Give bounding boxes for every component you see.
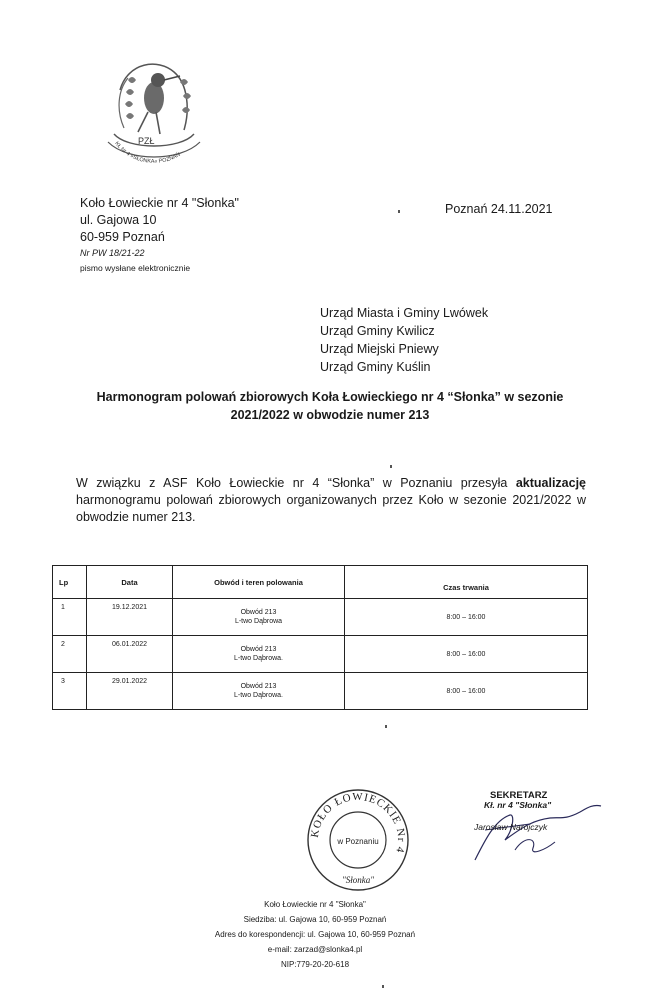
row-area bbox=[173, 636, 345, 673]
letter-date: Poznań 24.11.2021 bbox=[445, 202, 553, 216]
table-row bbox=[53, 636, 588, 673]
row-area-line1: Obwód 213 bbox=[240, 609, 277, 616]
footer-line: Siedziba: ul. Gajowa 10, 60-959 Poznań bbox=[243, 915, 387, 924]
header-date: Data bbox=[87, 566, 173, 599]
document-title: Harmonogram polowań zbiorowych Koła Łowieckiego nr 4 “Słonka” w sezonie 2021/2022 w obwodzie numer 213 bbox=[96, 390, 564, 422]
club-logo bbox=[98, 50, 210, 175]
row-date: 19.12.2021 bbox=[87, 599, 173, 636]
table-row bbox=[53, 599, 588, 636]
recipients-list bbox=[320, 304, 488, 376]
club-stamp bbox=[303, 785, 413, 895]
recipient: Urząd Gminy Kuślin bbox=[320, 360, 431, 374]
row-date: 06.01.2022 bbox=[87, 636, 173, 673]
sender-name: Koło Łowieckie nr 4 "Słonka" bbox=[80, 196, 239, 210]
scan-speck bbox=[398, 210, 400, 213]
sender-city: 60-959 Poznań bbox=[80, 230, 165, 244]
stamp-bottom-text: "Słonka" bbox=[341, 875, 375, 885]
reference-number: Nr PW 18/21-22 bbox=[80, 248, 145, 258]
row-date: 29.01.2022 bbox=[87, 673, 173, 710]
row-lp: 2 bbox=[53, 636, 87, 673]
row-area-line2: L-two Dąbrowa bbox=[234, 618, 283, 625]
signatory-affiliation: Kł. nr 4 "Słonka" bbox=[484, 800, 552, 810]
logo-arc-text: KŁ Nr 4 »SŁONKA« POZNAŃ bbox=[113, 140, 182, 165]
logo-center-text: PZŁ bbox=[138, 136, 155, 146]
recipient: Urząd Gminy Kwilicz bbox=[320, 324, 435, 338]
body-text-bold: aktualizację bbox=[515, 476, 586, 490]
body-text-after: harmonogramu polowań zbiorowych organizowanych przez Koło w sezonie 2021/2022 w obwodzie numer 213. bbox=[76, 493, 586, 524]
delivery-note: pismo wysłane elektronicznie bbox=[80, 263, 191, 273]
row-area-line1: Obwód 213 bbox=[240, 646, 277, 653]
footer-line: e-mail: zarzad@slonka4.pl bbox=[267, 945, 363, 954]
header-lp: Lp bbox=[53, 566, 87, 599]
hunt-schedule-table bbox=[52, 565, 588, 710]
recipient: Urząd Miejski Pniewy bbox=[320, 342, 439, 356]
stamp-center-text: w Poznaniu bbox=[337, 837, 379, 846]
header-area: Obwód i teren polowania bbox=[173, 566, 345, 599]
row-time: 8:00 – 16:00 bbox=[345, 599, 588, 636]
row-time: 8:00 – 16:00 bbox=[345, 636, 588, 673]
row-lp: 1 bbox=[53, 599, 87, 636]
signatory-name: Jarosław Narojczyk bbox=[474, 822, 548, 832]
footer-line: Koło Łowieckie nr 4 "Słonka" bbox=[264, 900, 366, 909]
row-time: 8:00 – 16:00 bbox=[345, 673, 588, 710]
body-text-before: W związku z ASF Koło Łowieckie nr 4 “Słonka” w Poznaniu przesyła bbox=[76, 476, 516, 490]
letter-body bbox=[76, 475, 586, 526]
table-row bbox=[53, 673, 588, 710]
header-duration: Czas trwania bbox=[345, 566, 588, 599]
row-area bbox=[173, 599, 345, 636]
footer-line: Adres do korespondencji: ul. Gajowa 10, 60-959 Poznań bbox=[214, 930, 416, 939]
recipient: Urząd Miasta i Gminy Lwówek bbox=[320, 306, 489, 320]
sender-street: ul. Gajowa 10 bbox=[80, 213, 157, 227]
sender-block bbox=[80, 195, 239, 276]
row-area-line1: Obwód 213 bbox=[240, 683, 277, 690]
scan-speck bbox=[385, 725, 387, 728]
scan-speck bbox=[390, 465, 392, 468]
scan-speck bbox=[382, 985, 384, 988]
row-area-line2: L-two Dąbrowa. bbox=[233, 692, 284, 699]
row-lp: 3 bbox=[53, 673, 87, 710]
table-header-row bbox=[53, 566, 588, 599]
row-area-line2: L-two Dąbrowa. bbox=[233, 655, 284, 662]
row-area bbox=[173, 673, 345, 710]
stamp-ring-text: KOŁO ŁOWIECKIE Nr 4 bbox=[308, 790, 408, 855]
letter-footer bbox=[150, 897, 480, 972]
signatory-title: SEKRETARZ bbox=[490, 790, 548, 801]
footer-line: NIP:779-20-20-618 bbox=[280, 960, 350, 969]
